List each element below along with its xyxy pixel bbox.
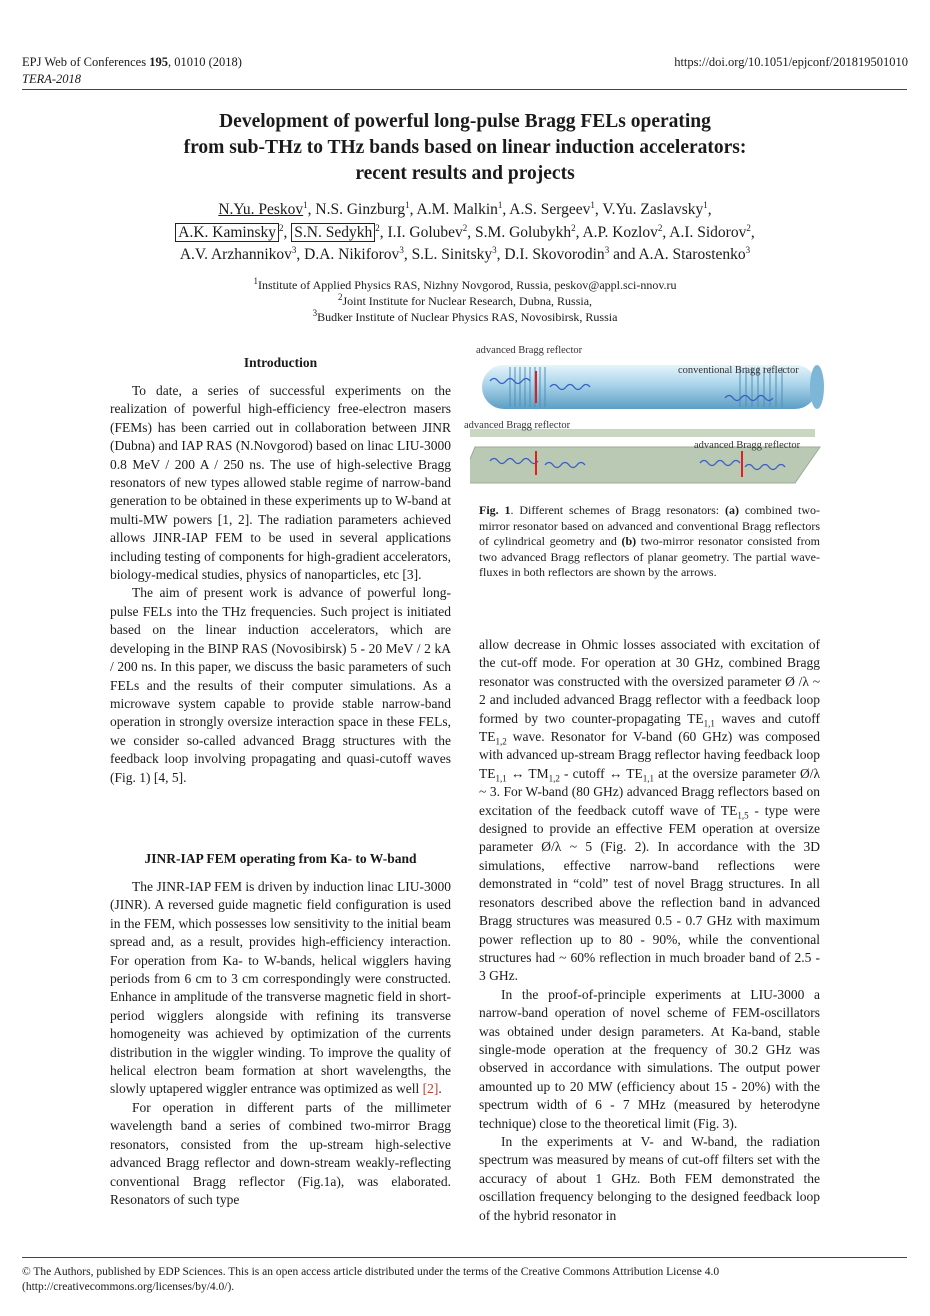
author-name: N.Yu. Peskov — [218, 201, 304, 218]
author-line-3: A.V. Arzhannikov$^3$, D.A. Nikiforov$^3$, S.L. Sinitsky$^3$, D.I. Skovorodin$^3$ and A.A. Starostenko$^3$ — [179, 244, 751, 263]
right-column-body — [479, 636, 820, 1225]
section-heading-jinr: JINR-IAP FEM operating from Ka- to W-band — [144, 851, 417, 866]
author-name-boxed: S.N. Sedykh — [291, 223, 375, 242]
figure-label: advanced Bragg reflector — [476, 345, 583, 356]
citation-link[interactable]: [2] — [422, 1081, 439, 1097]
author-name: D.I. Skovorodin — [504, 246, 605, 263]
figure-1 — [464, 343, 830, 498]
journal-volume: 195 — [149, 55, 168, 69]
paragraph: In the proof-of-principle experiments at LIU-3000 a narrow-band operation of novel scheme of FEM-oscillators was obtained under design parameters. At Ka-band, stable single-mode operation at the frequency of 30.2 GHz was observed in accordance with simulations. The output power amounted up to 20 MW (efficiency about 15 - 20%) with the spectrum width of 6 - 7 MHz (measured by heterodyne technique) close to the theoretical limit (Fig. 3). — [479, 986, 820, 1131]
author-name: N.S. Ginzburg — [315, 201, 406, 218]
author-line-1: N.Yu. Peskov$^1$, N.S. Ginzburg$^1$, A.M. Malkin$^1$, A.S. Sergeev$^1$, V.Yu. Zaslavsky$^1$, — [218, 199, 712, 218]
section-heading-introduction: Introduction — [243, 355, 318, 370]
journal-info — [22, 54, 242, 70]
figure-label: conventional Bragg reflector — [678, 365, 799, 376]
author-name: S.M. Golubykh — [475, 223, 572, 241]
figure-label: advanced Bragg reflector — [694, 440, 801, 451]
paragraph: For operation in different parts of the millimeter wavelength band a series of combined two-mirror Bragg resonators, consisted from the up-stream high-selective advanced Bragg reflector and down-stream weakly-reflecting conventional Bragg reflector (Fig.1a), was elaborated. Resonators of such type — [110, 1099, 451, 1207]
conference-name: TERA-2018 — [22, 72, 82, 86]
affiliations — [60, 277, 870, 325]
author-name: A.S. Sergeev — [509, 201, 591, 218]
title-line-1: Development of powerful long-pulse Bragg FELs operating — [219, 111, 711, 132]
author-list — [60, 199, 870, 267]
author-name: A.I. Sidorov — [669, 223, 747, 241]
paragraph: In the experiments at V- and W-band, the radiation spectrum was measured by means of cut-off filters set with the accuracy of about 1 GHz. Both FEM demonstrated the oscillation frequency belonging to the designed feedback loop of the hybrid resonator in — [479, 1133, 820, 1223]
author-name: D.A. Nikiforov — [304, 246, 400, 263]
author-name: S.L. Sinitsky — [411, 246, 493, 263]
paragraph: The aim of present work is advance of powerful long-pulse FELs into the THz frequencies. Such project is initiated based on the linear induction accelerators, which are developing in the BINP RAS (Novosibirsk) 5 - 20 MeV / 2 kA / 200 ns. In this paper, we discuss the basic parameters of such FELs and the results of their computer simulations. As a microwave system capable to provide stable narrow-band operation in strongly oversize interaction space in these FELs, we consider so-called advanced Bragg structures with the feedback loop involving propagating and quasi-cutoff waves (Fig. 1) [4, 5]. — [110, 585, 451, 785]
affiliation-3: $^3$Budker Institute of Nuclear Physics RAS, Novosibirsk, Russia — [312, 308, 618, 324]
license-footer — [22, 1265, 907, 1295]
journal-name: EPJ Web of Conferences — [22, 55, 150, 69]
figure-1-caption: Fig. 1. Different schemes of Bragg resonators: (a) combined two-mirror resonator based on advanced and conventional Bragg reflectors of cylindrical geometry and (b) two-mirror resonator consisted from two advanced Bragg reflectors of planar geometry. The partial wave-fluxes in both reflectors are shown by the arrows. — [479, 503, 820, 579]
figure-label: advanced Bragg reflector — [464, 420, 571, 431]
author-name: I.I. Golubev — [387, 223, 463, 241]
title-line-2: from sub-THz to THz bands based on linear induction accelerators: — [183, 137, 747, 158]
license-text: © The Authors, published by EDP Sciences. This is an open access article distributed under the terms of the Creative Commons Attribution License 4.0 — [22, 1266, 720, 1278]
header-rule — [22, 89, 907, 90]
jinr-body — [110, 878, 451, 1209]
author-name: V.Yu. Zaslavsky — [602, 201, 704, 218]
footer-rule — [22, 1257, 907, 1258]
journal-article: , 01010 (2018) — [167, 55, 242, 69]
author-name-boxed: A.K. Kaminsky — [175, 223, 279, 242]
intro-body — [110, 382, 451, 787]
paragraph: allow decrease in Ohmic losses associated with excitation of the cut-off mode. For operation at 30 GHz, combined Bragg resonator was constructed with the oversized parameter Ø /λ ~ 2 and included advanced Bragg reflector with a feedback loop formed by two counter-propagating $TE_{1,1}$ waves and cutoff $TE_{1,2}$ wave. Resonator for V-band (60 GHz) was composed with advanced up-stream Bragg reflector having feedback loop $TE_{1,1}$ ↔ $TM_{1,2}$ - cutoff ↔ $TE_{1,1}$ at the oversize parameter Ø/λ ~ 3. For W-band (80 GHz) advanced Bragg reflectors based on excitation of the feedback cutoff wave of $TE_{1,5}$ - type were designed to provide an effective FEM operation at oversize parameter Ø/λ ~ 5 (Fig. 2). In accordance with the 3D simulations, effective narrow-band reflections were demonstrated in “cold” test of novel Bragg structures. In all resonators described above the reflection band in advanced Bragg structures was measured 0.5 - 0.7 GHz with maximum power reflection up to 80 - 90%, while the conventional structures had ~ 60% reflection in much broader band of 2.5 - 3 GHz. — [479, 637, 821, 984]
license-url[interactable]: (http://creativecommons.org/licenses/by/4.0/). — [22, 1281, 235, 1293]
author-name: A.P. Kozlov — [582, 223, 658, 241]
author-name: A.M. Malkin — [416, 201, 498, 218]
paragraph: To date, a series of successful experiments on the realization of powerful high-efficiency free-electron masers (FEMs) has been carried out in collaboration between JINR (Dubna) and IAP RAS (N.Novgorod) based on linac LIU-3000 0.8 MeV / 200 A / 250 ns. The use of high-selective Bragg resonators of new types allowed stable regime of narrow-band generation to be obtained in these experiments up to W-band at multi-MW powers [1, 2]. The radiation parameters achieved allows JINR-IAP FEM to be used in several applications including testing of components for high-gradient accelerators, biology-medical studies, physics of nanoparticles, etc [3]. — [110, 383, 451, 583]
affiliation-1: $^1$Institute of Applied Physics RAS, Nizhny Novgorod, Russia, peskov@appl.sci-nnov.ru — [253, 276, 677, 292]
paragraph: The JINR-IAP FEM is driven by induction linac LIU-3000 (JINR). A reversed guide magnetic field configuration is used in the FEM, which possesses low sensitivity to the initial beam spread and, as a result, provides high-efficiency interaction. For operation from Ka- to W-bands, helical wigglers having periods from 6 cm to 3 cm correspondingly were constructed. Enhance in amplitude of the transverse magnetic field in short-period wigglers alongside with refining its transverse homogeneity was achieved by optimization of the currents distribution in the wiggler winding. To improve the quality of helical electron beam formation at short wavelengths, the slowly uptapered wiggler entrance was optimized as well [2]. — [110, 879, 451, 1097]
paper-title — [60, 109, 870, 187]
author-line-2: A.K. Kaminsky $^2$, S.N. Sedykh $^2$, I.I. Golubev$^2$, S.M. Golubykh$^2$, A.P. Kozlov$^2$, A.I. Sidorov$^2$, — [60, 222, 870, 245]
author-name: A.A. Starostenko — [638, 246, 746, 263]
affiliation-2: $^2$Joint Institute for Nuclear Research, Dubna, Russia, — [337, 292, 593, 308]
doi-link[interactable]: https://doi.org/10.1051/epjconf/201819501010 — [674, 55, 908, 69]
title-line-3: recent results and projects — [355, 163, 575, 184]
author-name: A.V. Arzhannikov — [179, 246, 292, 263]
